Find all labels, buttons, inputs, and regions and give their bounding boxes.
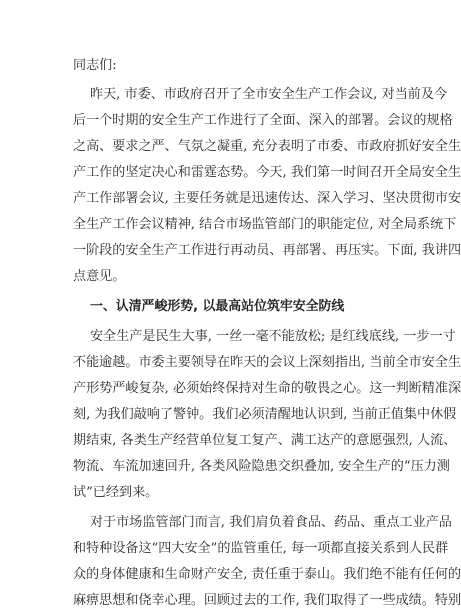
paragraph-line: 对于市场监管部门而言, 我们肩负着食品、药品、重点工业产品 xyxy=(90,515,452,530)
paragraph-line: 产形势严峻复杂, 必须始终保持对生命的敬畏之心。这一判断精准深 xyxy=(73,381,461,396)
paragraph-line: 全生产工作会议精神, 结合市场监管部门的职能定位, 对全局系统下 xyxy=(73,217,457,232)
paragraph-line: 点意见。 xyxy=(73,269,126,284)
salutation: 同志们: xyxy=(73,58,117,73)
paragraph-line: 和特种设备这“四大安全”的监管重任, 每一项都直接关系到人民群 xyxy=(73,541,449,556)
paragraph-line: 之高、要求之严、气氛之凝重, 充分表明了市委、市政府抓好安全生 xyxy=(73,139,461,154)
paragraph-line: 产工作部署会议, 主要任务就是迅速传达、深入学习、坚决贯彻市安 xyxy=(73,191,461,206)
paragraph-line: 后一个时期的安全生产工作进行了全面、深入的部署。会议的规格 xyxy=(73,113,453,128)
paragraph-line: 麻痹思想和侥幸心理。回顾过去的工作, 我们取得了一些成绩。特别 xyxy=(73,593,461,608)
paragraph-line: 安全生产是民生大事, 一丝一毫不能放松; 是红线底线, 一步一寸 xyxy=(90,329,456,344)
paragraph-line: 刻, 为我们敲响了警钟。我们必须清醒地认识到, 当前正值集中休假 xyxy=(73,407,457,422)
section-heading: 一、认清严峻形势, 以最高站位筑牢安全防线 xyxy=(90,299,345,314)
paragraph-line: 一阶段的安全生产工作进行再动员、再部署、再压实。下面, 我讲四 xyxy=(73,243,461,258)
paragraph-line: 期结束, 各类生产经营单位复工复产、满工达产的意愿强烈, 人流、 xyxy=(73,433,457,448)
paragraph-line: 众的身体健康和生命财产安全, 责任重于泰山。我们绝不能有任何的 xyxy=(73,567,461,582)
paragraph-line: 昨天, 市委、市政府召开了全市安全生产工作会议, 对当前及今 xyxy=(90,87,448,102)
paragraph-line: 不能逾越。市委主要领导在昨天的会议上深刻指出, 当前全市安全生 xyxy=(73,355,461,370)
paragraph-line: 物流、车流加速回升, 各类风险隐患交织叠加, 安全生产的“压力测 xyxy=(73,459,450,474)
paragraph-line: 试”已经到来。 xyxy=(73,485,159,500)
paragraph-line: 产工作的坚定决心和雷霆态势。今天, 我们第一时间召开全局安全生 xyxy=(73,165,461,180)
